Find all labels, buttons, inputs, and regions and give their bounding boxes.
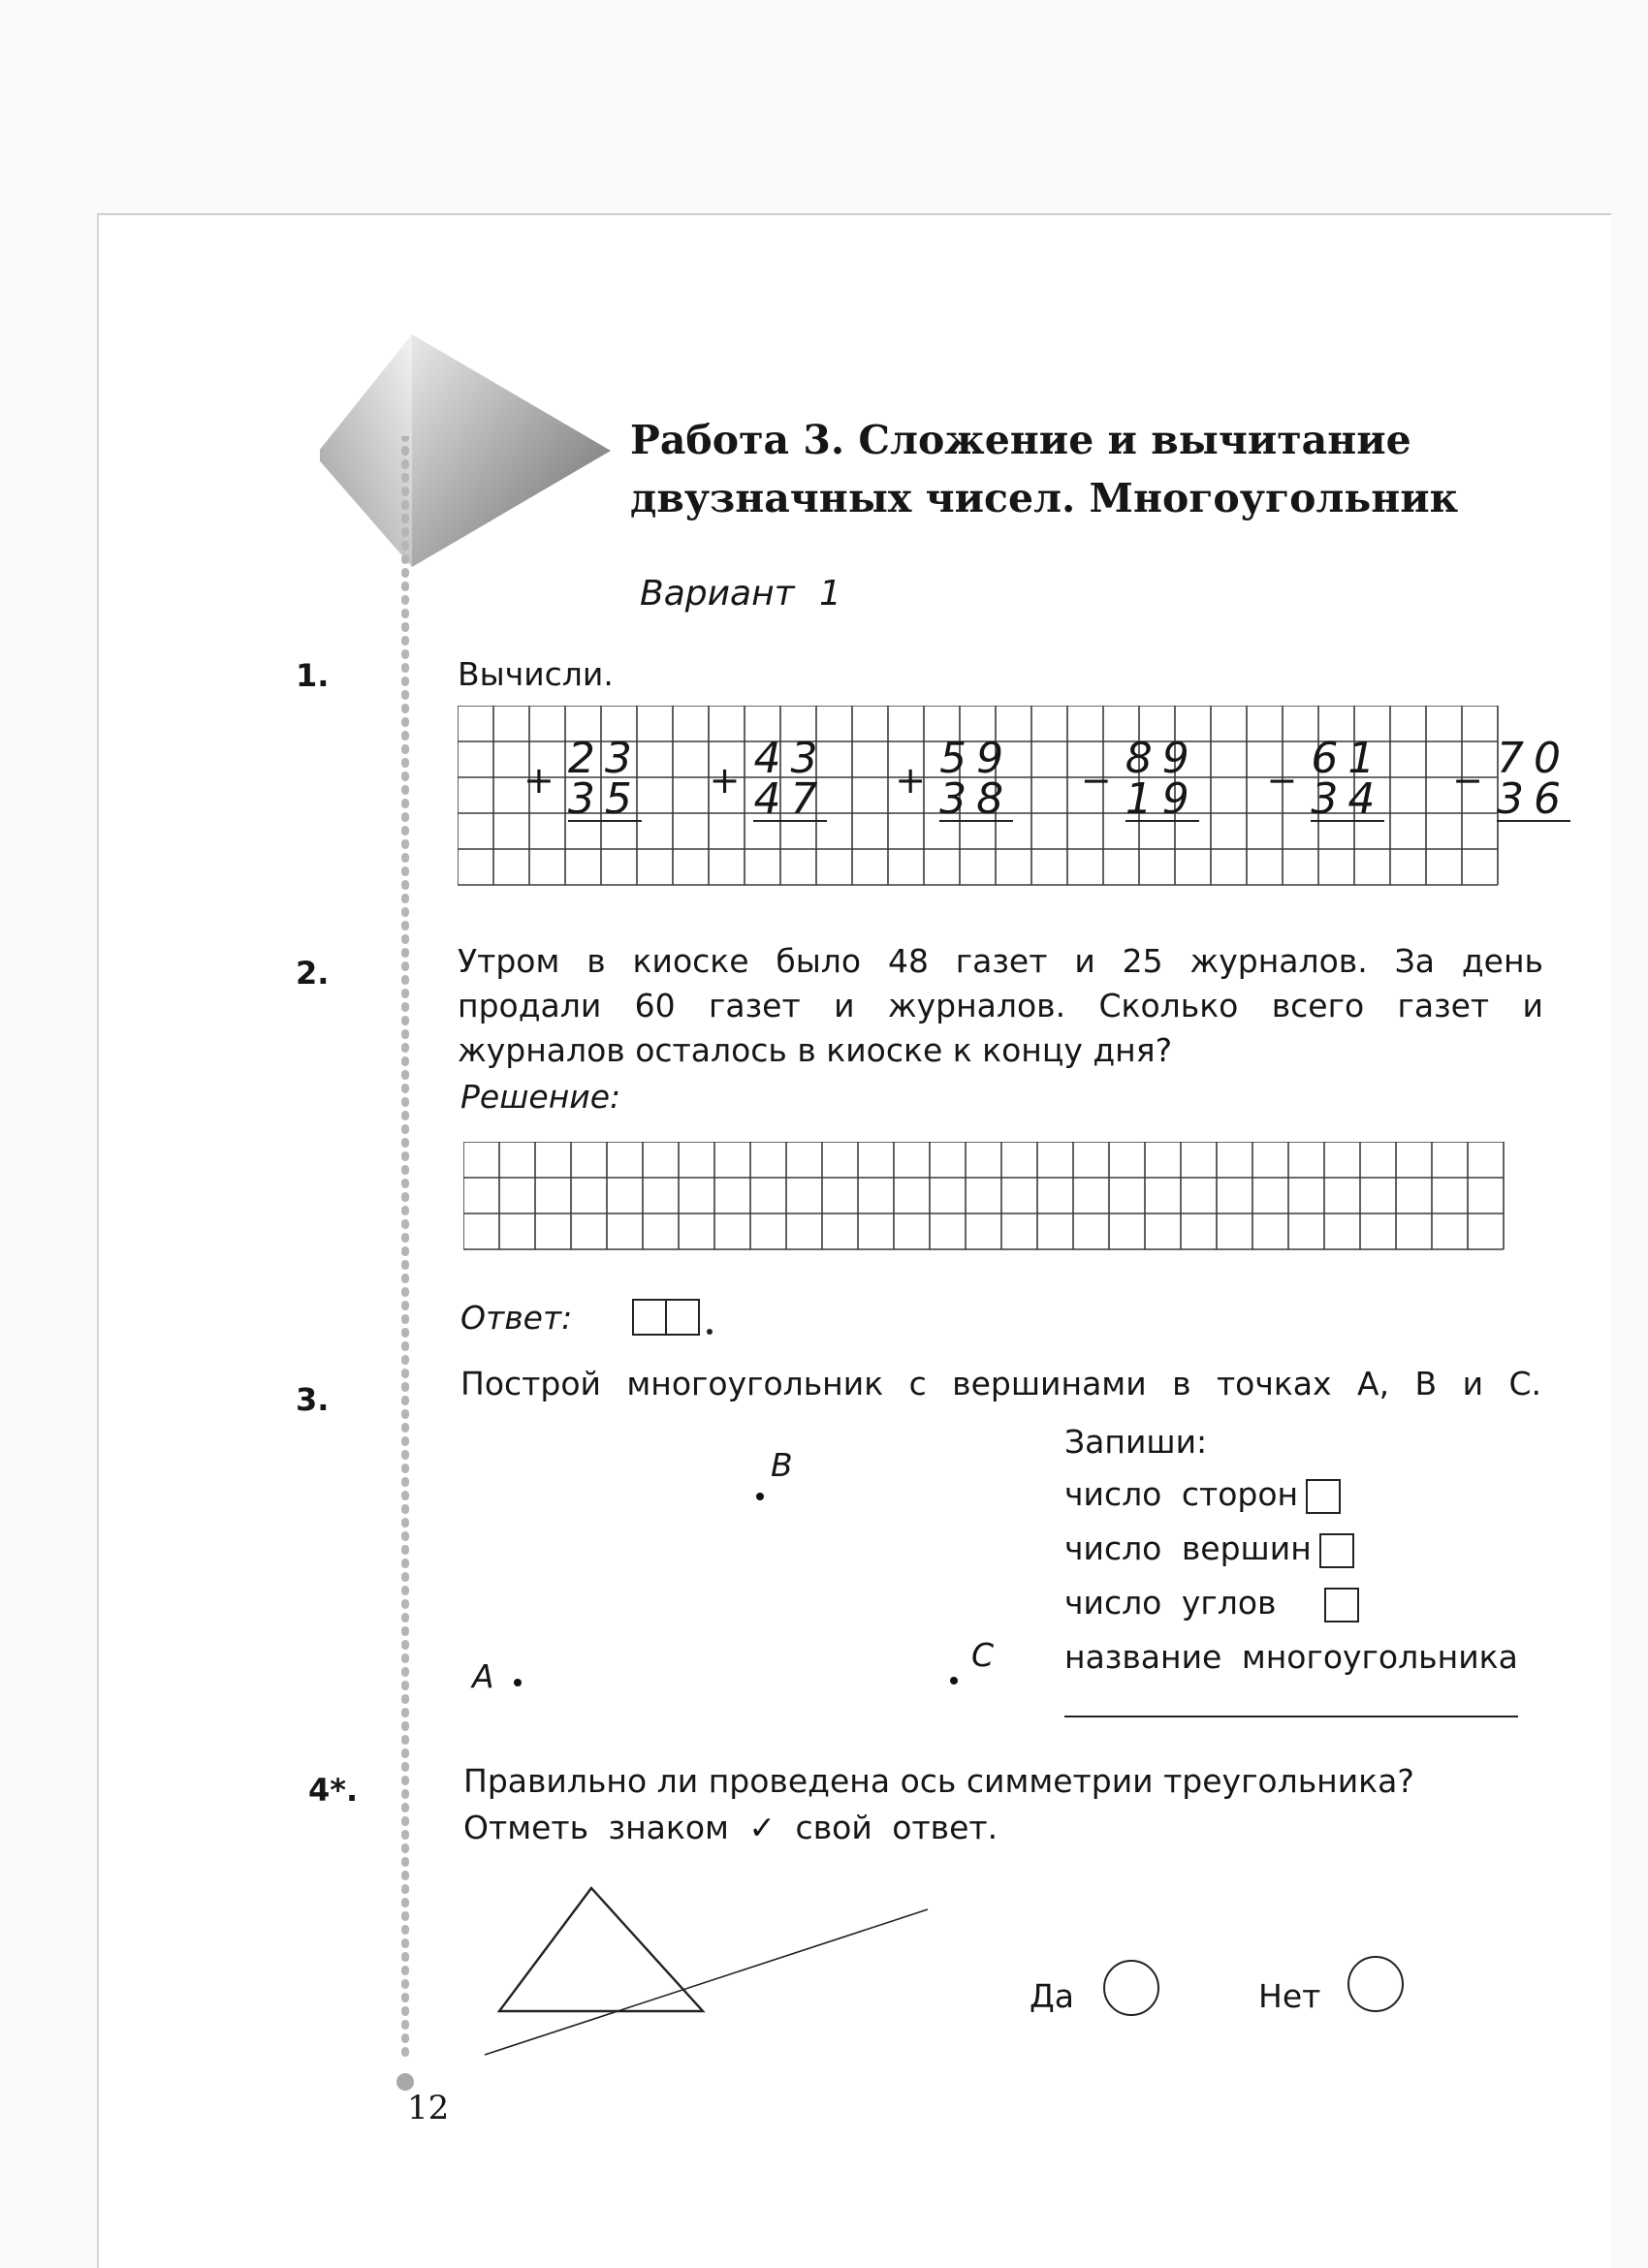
sides-row (1064, 1475, 1341, 1514)
yes-label: Да (1030, 1977, 1075, 2015)
polygon-name-line[interactable] (1064, 1716, 1518, 1717)
operands (1125, 734, 1199, 824)
point-a[interactable] (514, 1679, 522, 1686)
task4-line2: Отметь знаком ✓ свой ответ. (463, 1809, 998, 1846)
sides-box[interactable] (1306, 1479, 1341, 1514)
point-b-label: B (771, 1446, 793, 1484)
task2-line3: журналов осталось в киоске к концу дня? (458, 1031, 1173, 1069)
angles-box[interactable] (1324, 1588, 1359, 1622)
point-a-label: A (472, 1657, 494, 1695)
corner-triangle-decoration (320, 330, 640, 572)
angles-label: число углов (1064, 1584, 1277, 1622)
task4-number: 4*. (308, 1772, 359, 1809)
page-number: 12 (407, 2089, 450, 2127)
operand-bottom: 34 (1311, 774, 1385, 824)
column-example (1452, 734, 1570, 824)
operand-top: 61 (1311, 734, 1385, 783)
point-c[interactable] (950, 1677, 958, 1685)
no-label: Нет (1258, 1977, 1321, 2015)
operation-sign: + (709, 759, 750, 802)
task2-line2: продали 60 газет и журналов. Сколько всего газет и (458, 987, 1543, 1024)
task2-number: 2. (296, 955, 330, 992)
yes-answer-circle[interactable] (1103, 1960, 1159, 2016)
sides-label: число сторон (1064, 1475, 1299, 1513)
operation-sign: + (895, 759, 936, 802)
column-example (1080, 734, 1199, 824)
operand-bottom: 35 (567, 774, 642, 824)
operand-top: 23 (567, 734, 642, 783)
operands (753, 734, 828, 824)
column-example (523, 734, 642, 824)
no-answer-circle[interactable] (1347, 1956, 1404, 2012)
operand-top: 59 (939, 734, 1014, 783)
column-example (895, 734, 1014, 824)
operand-bottom: 38 (939, 774, 1014, 824)
operands (939, 734, 1014, 824)
polygon-name-label: название многоугольника (1064, 1638, 1518, 1676)
angles-row (1064, 1584, 1359, 1622)
operands (567, 734, 642, 824)
operation-sign: − (1452, 759, 1493, 802)
task2-solution-grid[interactable] (463, 1142, 1539, 1277)
operation-sign: + (523, 759, 564, 802)
task1-text: Вычисли. (458, 655, 614, 693)
page-title-line2: двузначных чисел. Многоугольник (630, 475, 1459, 521)
vertices-row (1064, 1529, 1354, 1568)
margin-dotted-line (396, 436, 415, 2132)
operation-sign: − (1266, 759, 1308, 802)
task1-number: 1. (296, 657, 330, 694)
task4-line1: Правильно ли проведена ось симметрии треугольника? (463, 1762, 1414, 1800)
task3-number: 3. (296, 1381, 330, 1418)
operand-top: 70 (1496, 734, 1570, 783)
triangle-with-axis (480, 1871, 965, 2064)
page-title-line1: Работа 3. Сложение и вычитание (630, 417, 1411, 463)
operands (1496, 734, 1570, 824)
operation-sign: − (1080, 759, 1122, 802)
task2-answer-boxes[interactable] (632, 1299, 719, 1339)
operand-top: 89 (1125, 734, 1199, 783)
vertices-box[interactable] (1319, 1533, 1354, 1568)
task2-solution-label: Решение: (460, 1078, 621, 1116)
task2-answer-label: Ответ: (460, 1299, 573, 1337)
point-c-label: C (971, 1636, 995, 1674)
column-example (1266, 734, 1385, 824)
vertices-label: число вершин (1064, 1529, 1312, 1567)
variant-label: Вариант 1 (640, 574, 841, 614)
task2-line1: Утром в киоске было 48 газет и 25 журналов. За день (458, 942, 1543, 980)
operands (1311, 734, 1385, 824)
task1-examples (523, 734, 1570, 824)
operand-bottom: 19 (1125, 774, 1199, 824)
column-example (709, 734, 828, 824)
task3-text: Построй многоугольник с вершинами в точках A, B и C. (460, 1365, 1541, 1402)
write-label: Запиши: (1064, 1423, 1208, 1461)
operand-top: 43 (753, 734, 828, 783)
operand-bottom: 47 (753, 774, 828, 824)
point-b[interactable] (756, 1493, 764, 1500)
operand-bottom: 36 (1496, 774, 1570, 824)
